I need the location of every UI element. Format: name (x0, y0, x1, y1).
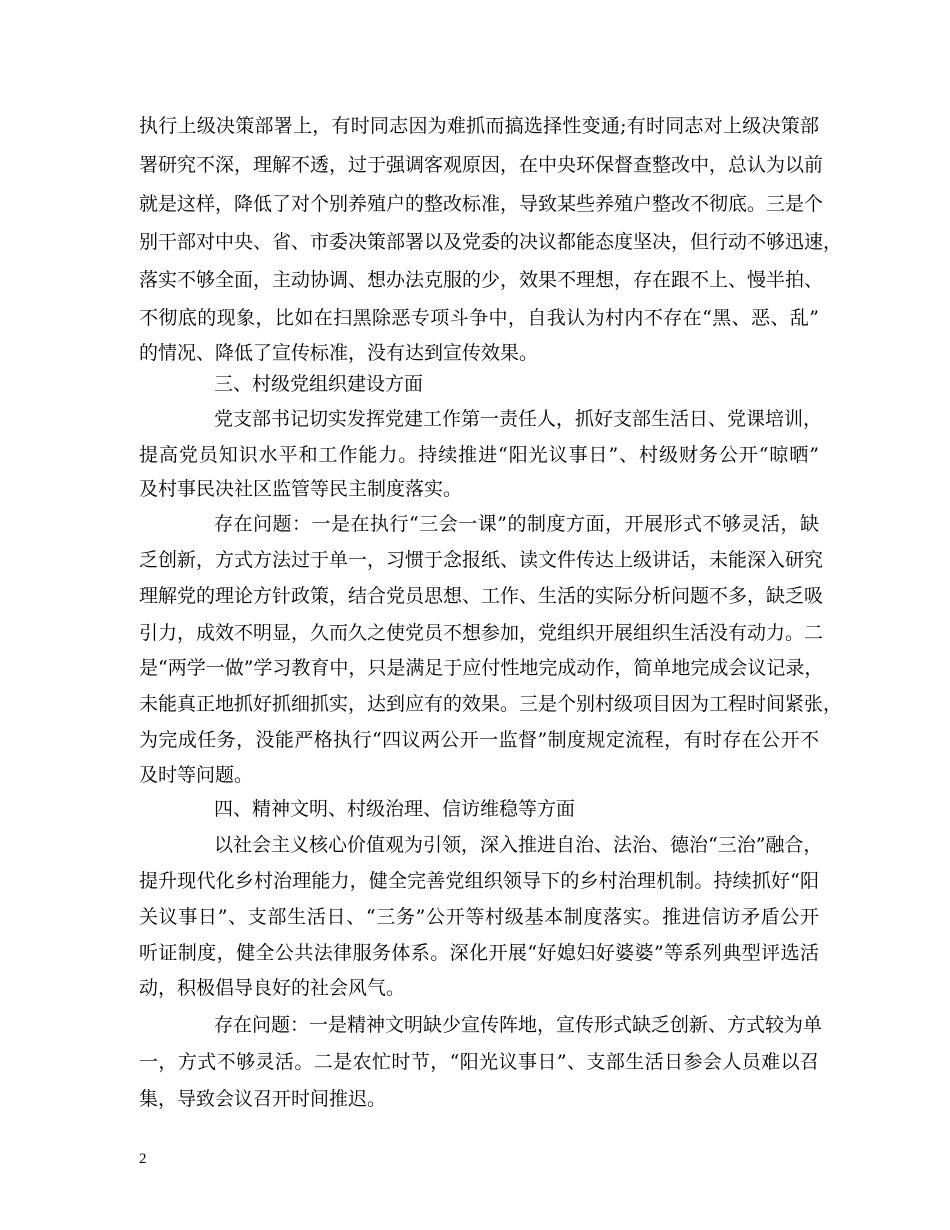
body-text-line: 就是这样，降低了对个别养殖户的整改标准，导致某些养殖户整改不彻底。三是个 (139, 193, 824, 215)
body-text-line: 执行上级决策部署上，有时同志因为难抓而搞选择性变通;有时同志对上级决策部 (139, 115, 819, 137)
body-text-line: 一，方式不够灵活。二是农忙时节，“阳光议事日”、支部生活日参会人员难以召 (139, 1051, 819, 1073)
section-heading: 三、村级党组织建设方面 (214, 373, 424, 395)
body-text-line: 及时等问题。 (139, 764, 254, 786)
section-heading: 四、精神文明、村级治理、信访维稳等方面 (214, 798, 576, 820)
body-text-line: 乏创新，方式方法过于单一，习惯于念报纸、读文件传达上级讲话，未能深入研究 (139, 549, 824, 571)
body-text-line: 以社会主义核心价值观为引领，深入推进自治、法治、德治“三治”融合， (214, 834, 823, 856)
body-text-line: 动，积极倡导良好的社会风气。 (139, 977, 406, 999)
body-text-line: 听证制度，健全公共法律服务体系。深化开展“好媳妇好婆婆”等系列典型评选活 (139, 942, 819, 964)
body-text-line: 党支部书记切实发挥党建工作第一责任人，抓好支部生活日、党课培训， (214, 408, 823, 430)
body-text-line: 署研究不深，理解不透，过于强调客观原因，在中央环保督查整改中，总认为以前 (139, 154, 824, 176)
body-text-line: 不彻底的现象，比如在扫黑除恶专项斗争中，自我认为村内不存在“黑、恶、乱” (139, 307, 819, 329)
body-text-line: 关议事日”、支部生活日、“三务”公开等村级基本制度落实。推进信访矛盾公开 (139, 906, 819, 928)
body-text-line: 的情况、降低了宣传标准，没有达到宣传效果。 (139, 342, 539, 364)
body-text-line: 提高党员知识水平和工作能力。持续推进“阳光议事日”、村级财务公开“晾晒” (139, 444, 819, 466)
body-text-line: 集，导致会议召开时间推迟。 (139, 1088, 387, 1110)
body-text-line: 落实不够全面，主动协调、想办法克服的少，效果不理想，存在跟不上、慢半拍、 (139, 269, 824, 291)
body-text-line: 是“两学一做”学习教育中，只是满足于应付性地完成动作，简单地完成会议记录， (139, 657, 824, 679)
body-text-line: 存在问题：一是精神文明缺少宣传阵地，宣传形式缺乏创新、方式较为单 (214, 1014, 823, 1036)
body-text-line: 理解党的理论方针政策，结合党员思想、工作、生活的实际分析问题不多，缺乏吸 (139, 585, 824, 607)
body-text-line: 提升现代化乡村治理能力，健全完善党组织领导下的乡村治理机制。持续抓好“阳 (139, 870, 819, 892)
page-number: 2 (139, 1151, 147, 1167)
body-text-line: 未能真正地抓好抓细抓实，达到应有的效果。三是个别村级项目因为工程时间紧张， (139, 693, 843, 715)
body-text-line: 别干部对中央、省、市委决策部署以及党委的决议都能态度坚决，但行动不够迅速， (139, 231, 843, 253)
body-text-line: 及村事民决社区监管等民主制度落实。 (139, 478, 463, 500)
body-text-line: 存在问题：一是在执行“三会一课”的制度方面，开展形式不够灵活，缺 (214, 513, 819, 535)
body-text-line: 为完成任务，没能严格执行“四议两公开一监督”制度规定流程，有时存在公开不 (139, 729, 819, 751)
body-text-line: 引力，成效不明显，久而久之使党员不想参加，党组织开展组织生活没有动力。二 (139, 622, 824, 644)
